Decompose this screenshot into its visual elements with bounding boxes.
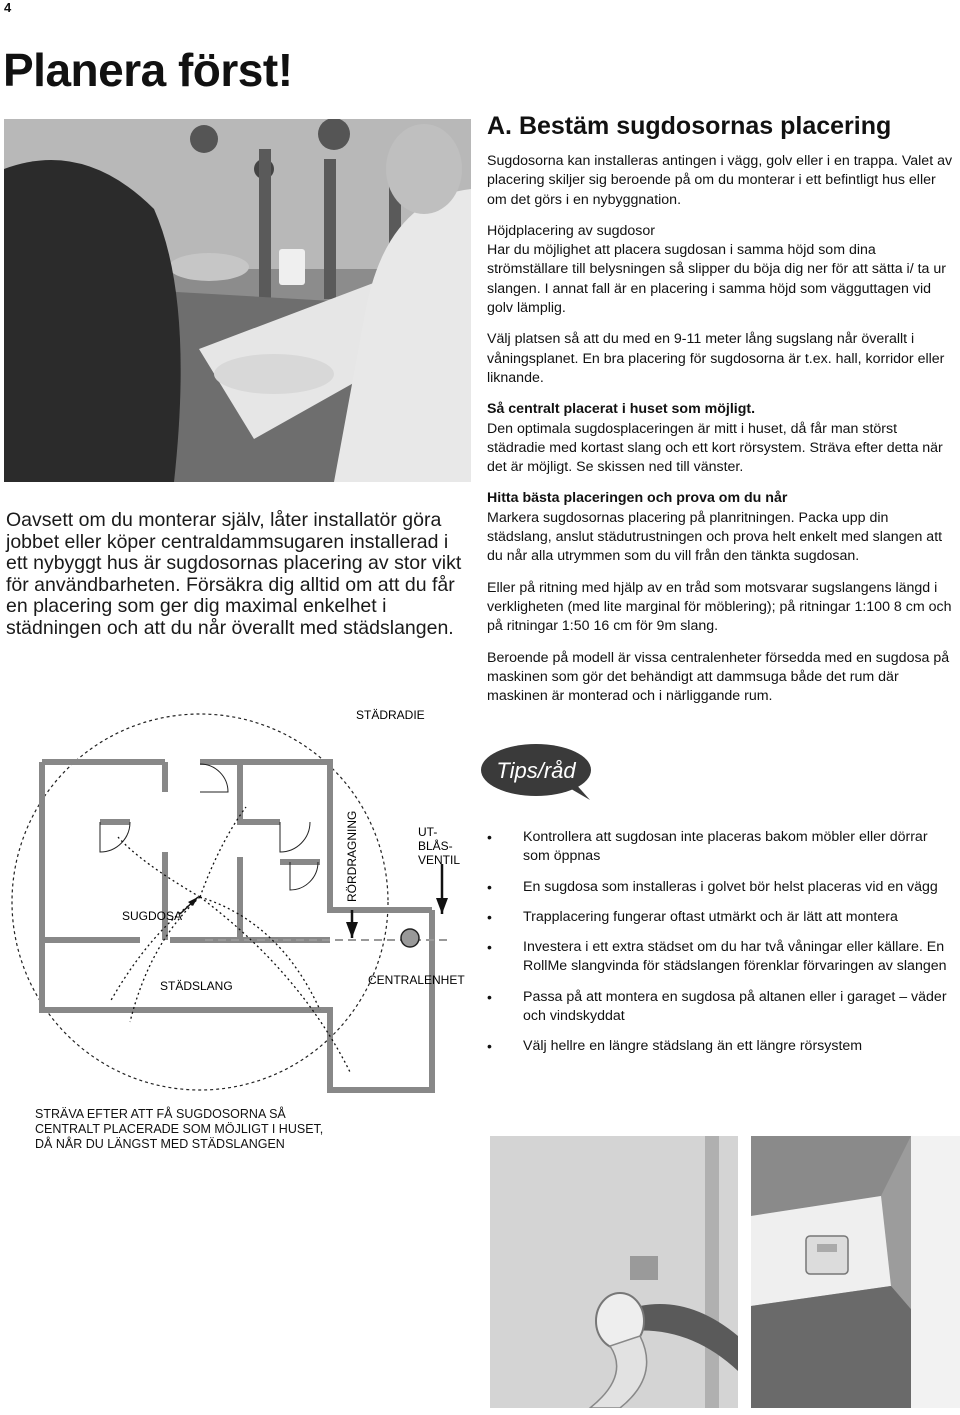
paragraph-drawing: Eller på ritning med hjälp av en tråd som motsvarar sugslangens längd i verkligheten (med lite marginal för möblering); på ritningar 1:100 8 cm och på ritningar 1:50 16 cm för 9m slang. (487, 579, 952, 635)
house-walls (42, 762, 432, 1090)
planning-photo-illustration (4, 119, 471, 482)
label-utblas-2: BLÅS- (418, 839, 453, 853)
right-column (487, 110, 955, 718)
paragraph-central-title: Så centralt placerat i huset som möjligt. (487, 401, 756, 418)
tip-item: • Kontrollera att sugdosan inte placeras bakom möbler eller dörrar som öppnas (487, 829, 928, 865)
door-swings (100, 764, 318, 890)
paragraph-hose-length: Välj platsen så att du med en 9-11 meter lång sugslang når överallt i våningsplanet. En bra placering för sugdosorna är t.ex. hall, korridor eller liknande. (487, 331, 945, 386)
tips-list (487, 828, 957, 1068)
bullet-icon: • (487, 939, 492, 956)
stair-inlet-photo (751, 1136, 960, 1408)
floor-plan-diagram (0, 692, 480, 1112)
label-centralenhet: CENTRALENHET (368, 973, 465, 987)
tip-item: • Välj hellre en längre städslang än ett längre rörsystem (487, 1037, 957, 1056)
paragraph-model: Beroende på modell är vissa centralenheter försedda med en sugdosa på maskinen som gör det behändigt att dammsuga både det rum där maskinen är monterad och i närliggande rum. (487, 649, 950, 705)
wall-inlet-photo-illustration (490, 1136, 738, 1408)
stair-inlet-photo-illustration (751, 1136, 960, 1408)
bullet-icon: • (487, 908, 492, 925)
bullet-icon: • (487, 878, 492, 895)
planning-photo (4, 119, 471, 482)
paragraph-test-body: Markera sugdosornas placering på planritningen. Packa upp din städslang, anslut städutrustningen och prova helt enkelt med slangen att du når alla utrymmen som du vill från den tänkta sugdosan. (487, 509, 943, 565)
paragraph-test (487, 489, 955, 566)
wall-inlet-photo (490, 1136, 738, 1408)
paragraph-height-body: Har du möjlighet att placera sugdosan i samma höjd som dina strömställare till belysningen så slipper du böja dig ner för att sätta i/ ta ur slangen. I annat fall är en placering i samma höjd som vägguttagen vid golv lämplig. (487, 242, 946, 317)
paragraph-height-title: Höjdplacering av sugdosor (487, 222, 655, 239)
paragraph-installation: Sugdosorna kan installeras antingen i vägg, golv eller i en trappa. Valet av placering skiljer sig beroende på om du monterar i ett befintligt hus eller om det görs i en nybyggnation. (487, 153, 953, 208)
tip-item: • Passa på att montera en sugdosa på altanen eller i garaget – väder och vindskyddat (487, 988, 947, 1025)
paragraph-test-title: Hitta bästa placeringen och prova om du når (487, 490, 788, 507)
label-stadradie: STÄDRADIE (356, 708, 425, 722)
paragraph-central-body: Den optimala sugdosplaceringen är mitt i huset, då får man störst städradie med kortast slang och ett kort rörsystem. Sträva efter detta när det är möjligt. Se skissen ned till vänster. (487, 420, 943, 476)
bullet-icon: • (487, 829, 492, 845)
tip-item: • Trapplacering fungerar oftast utmärkt och är lätt att montera (487, 908, 957, 927)
tips-badge (478, 742, 600, 804)
label-utblas-1: UT- (418, 825, 438, 839)
page-title: Planera först! (3, 44, 293, 96)
tip-item: • Investera i ett extra städset om du har två våningar eller källare. En RollMe slangvinda för städslangen förenklar förvaringen av slangen (487, 939, 947, 975)
section-heading: A. Bestäm sugdosornas placering (487, 112, 892, 140)
page-number: 4 (4, 0, 12, 15)
label-sugdosa: SUGDOSA (122, 909, 183, 923)
tips-badge-label: Tips/råd (496, 758, 576, 783)
label-utblas-3: VENTIL (418, 853, 461, 867)
paragraph-central (487, 400, 955, 477)
intro-paragraph: Oavsett om du monterar själv, låter installatör göra jobbet eller köper centraldammsugaren installerad i ett nybyggt hus är sugdosornas placering av stor vikt för användbarheten. Försäkra dig alltid om att du får en placering som ger dig maximal enkelhet i städningen och att du når överallt med städslangen. (6, 509, 462, 639)
central-unit (401, 929, 419, 947)
label-rordragning: RÖRDRAGNING (345, 810, 359, 902)
bullet-icon: • (487, 988, 492, 1005)
diagram-caption: STRÄVA EFTER ATT FÅ SUGDOSORNA SÅ CENTRALT PLACERADE SOM MÖJLIGT I HUSET, DÅ NÅR DU LÄNGST MED STÄDSLANGEN (35, 1107, 324, 1151)
tip-item: • En sugdosa som installeras i golvet bör helst placeras vid en vägg (487, 878, 957, 897)
paragraph-height (487, 222, 955, 318)
bullet-icon: • (487, 1038, 492, 1055)
label-stadslang: STÄDSLANG (160, 979, 233, 993)
